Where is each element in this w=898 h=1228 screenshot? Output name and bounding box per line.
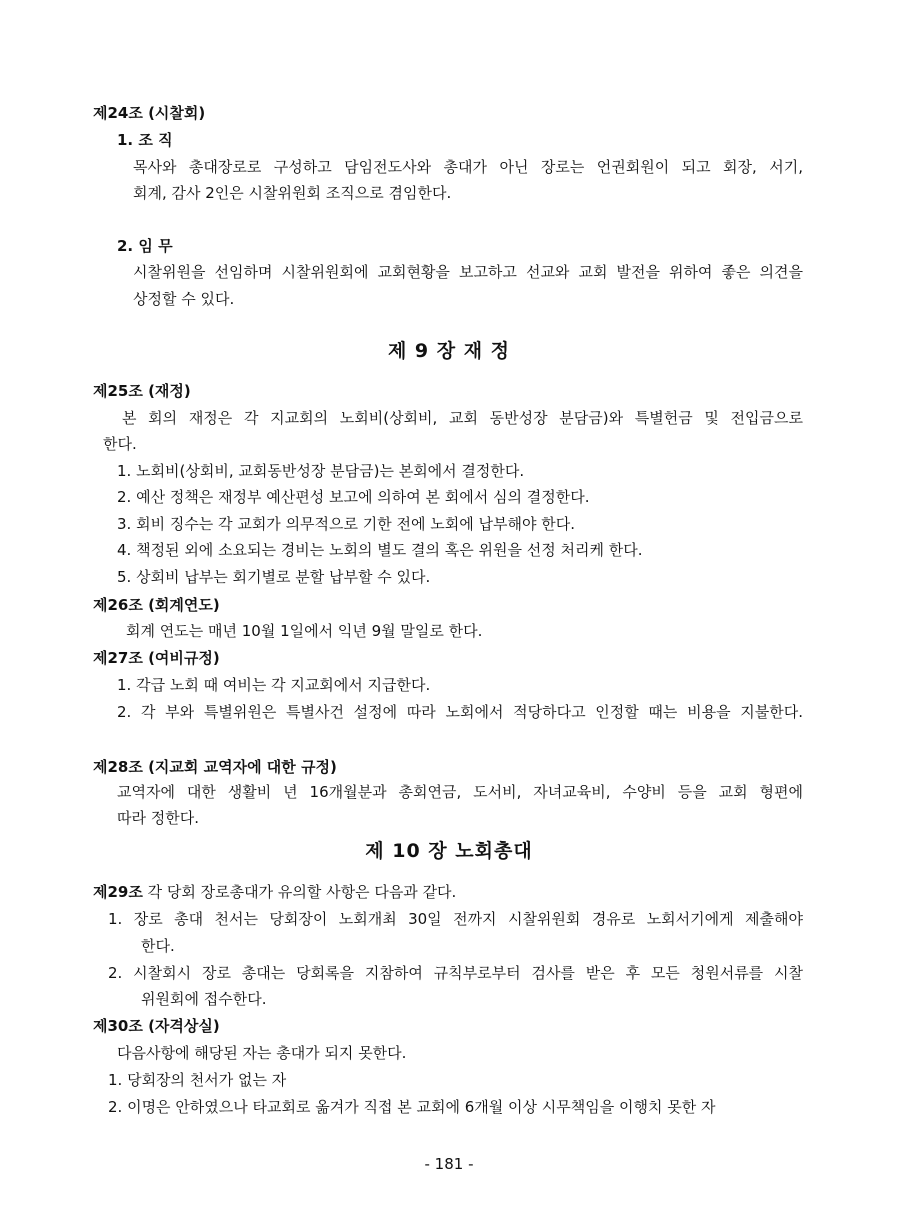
- article-28-line-2: 따라 정한다.: [117, 809, 199, 827]
- article-24-heading: 제24조 (시찰회): [93, 104, 206, 122]
- article-24-section-1-line-1: 목사와 총대장로로 구성하고 담임전도사와 총대가 아닌 장로는 언권회원이 되고 회장, 서기,: [133, 158, 803, 176]
- article-24-section-1-line-2: 회계, 감사 2인은 시찰위원회 조직으로 겸임한다.: [133, 184, 452, 202]
- chapter-9-title: 제 9 장 재 정: [387, 340, 511, 362]
- article-26-text: 회계 연도는 매년 10월 1일에서 익년 9월 말일로 한다.: [126, 622, 483, 640]
- article-25-item: 2. 예산 정책은 재정부 예산편성 보고에 의하여 본 회에서 심의 결정한다.: [117, 488, 590, 506]
- article-25-item: 1. 노회비(상회비, 교회동반성장 분담금)는 본회에서 결정한다.: [117, 462, 525, 480]
- article-24-section-2-title: 2. 임 무: [117, 237, 173, 255]
- article-29-heading: 제29조: [93, 883, 143, 901]
- article-24-section-2-line-1: 시찰위원을 선임하며 시찰위원회에 교회현황을 보고하고 선교와 교회 발전을 위하여 좋은 의견을: [133, 263, 803, 281]
- article-29-intro: 각 당회 장로총대가 유의할 사항은 다음과 같다.: [142, 883, 457, 901]
- article-25-item: 5. 상회비 납부는 회기별로 분할 납부할 수 있다.: [117, 568, 431, 586]
- article-30-item: 1. 당회장의 천서가 없는 자: [108, 1071, 287, 1089]
- page-number: - 181 -: [424, 1155, 474, 1173]
- article-26-heading: 제26조 (회계연도): [93, 596, 220, 614]
- article-29-heading-line: [93, 882, 456, 902]
- article-29-item-1-line-1: 1. 장로 총대 천서는 당회장이 노회개최 30일 전까지 시찰위원회 경유로 노회서기에게 제출해야: [108, 910, 803, 928]
- chapter-10-title: 제 10 장 노회총대: [365, 840, 533, 862]
- article-27-item: 2. 각 부와 특별위원은 특별사건 설정에 따라 노회에서 적당하다고 인정할 때는 비용을 지불한다.: [117, 703, 803, 721]
- article-25-intro-line-2: 한다.: [103, 435, 137, 453]
- article-30-heading: 제30조 (자격상실): [93, 1017, 220, 1035]
- article-30-item: 2. 이명은 안하였으나 타교회로 옮겨가 직접 본 교회에 6개월 이상 시무책임을 이행치 못한 자: [108, 1098, 716, 1116]
- article-24-section-1-title: 1. 조 직: [117, 131, 173, 149]
- article-29-item-2-line-2: 위원회에 접수한다.: [141, 990, 267, 1008]
- article-25-item: 4. 책정된 외에 소요되는 경비는 노회의 별도 결의 혹은 위원을 선정 처리케 한다.: [117, 541, 643, 559]
- article-30-intro: 다음사항에 해당된 자는 총대가 되지 못한다.: [117, 1044, 407, 1062]
- article-27-heading: 제27조 (여비규정): [93, 649, 220, 667]
- article-25-item: 3. 회비 징수는 각 교회가 의무적으로 기한 전에 노회에 납부해야 한다.: [117, 515, 575, 533]
- article-28-line-1: 교역자에 대한 생활비 년 16개월분과 총회연금, 도서비, 자녀교육비, 수양비 등을 교회 형편에: [117, 783, 803, 801]
- article-25-heading: 제25조 (재정): [93, 382, 191, 400]
- article-27-item: 1. 각급 노회 때 여비는 각 지교회에서 지급한다.: [117, 676, 431, 694]
- article-24-section-2-line-2: 상정할 수 있다.: [133, 290, 235, 308]
- article-25-intro-line-1: 본 회의 재정은 각 지교회의 노회비(상회비, 교회 동반성장 분담금)와 특별헌금 및 전입금으로: [122, 409, 803, 427]
- article-29-item-2-line-1: 2. 시찰회시 장로 총대는 당회록을 지참하여 규칙부로부터 검사를 받은 후 모든 청원서류를 시찰: [108, 964, 803, 982]
- article-29-item-1-line-2: 한다.: [141, 937, 175, 955]
- article-28-heading: 제28조 (지교회 교역자에 대한 규정): [93, 758, 337, 776]
